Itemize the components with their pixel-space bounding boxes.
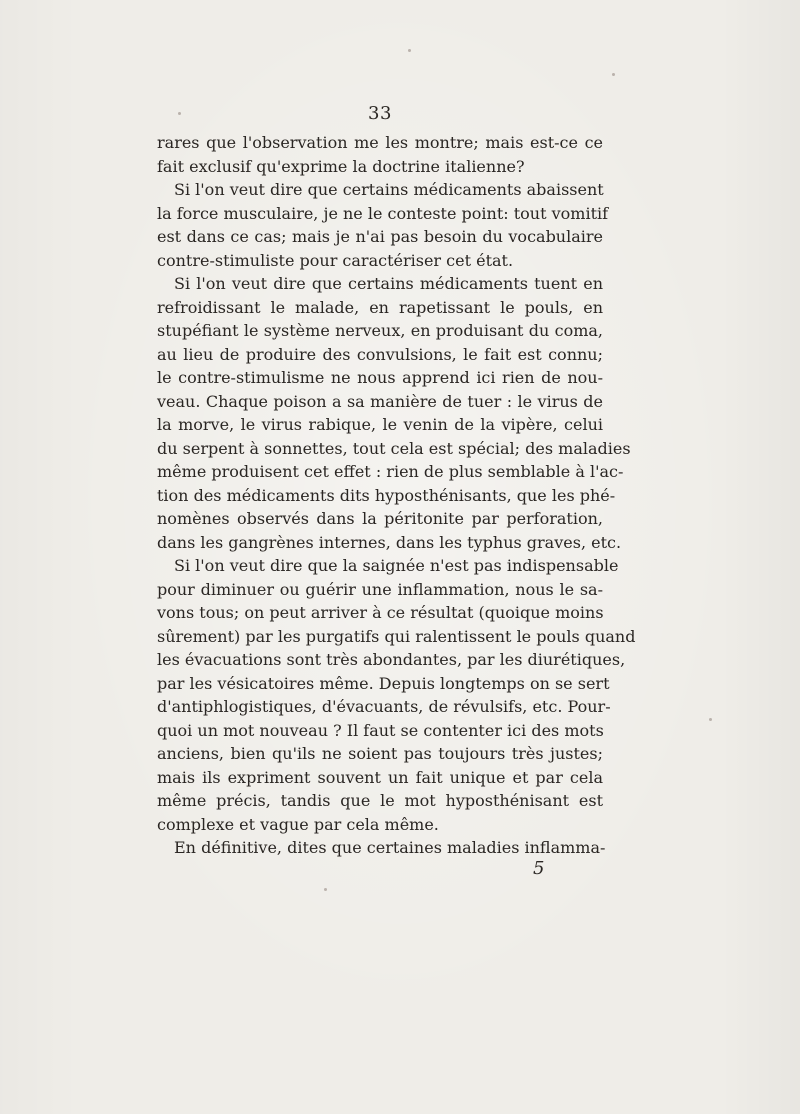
text-line: refroidissant le malade, en rapetissant le pouls, en: [157, 297, 603, 317]
paper-speck: [178, 112, 181, 115]
text-line: vons tous; on peut arriver à ce résultat (quoique moins: [157, 603, 604, 622]
text-line: veau. Chaque poison a sa manière de tuer : le virus de: [157, 391, 603, 411]
text-line: mais ils expriment souvent un fait unique et par cela: [157, 767, 603, 787]
text-line: complexe et vague par cela même.: [157, 814, 439, 834]
text-line: tion des médicaments dits hyposthénisants, que les phé-: [157, 485, 616, 505]
text-line: rares que l'observation me les montre; mais est-ce ce: [157, 133, 603, 152]
text-line: Si l'on veut dire que certains médicaments tuent en: [174, 274, 603, 293]
body-text: [157, 131, 636, 860]
text-line: Si l'on veut dire que la saignée n'est pas indispensable: [174, 556, 619, 575]
text-line: fait exclusif qu'exprime la doctrine italienne?: [157, 156, 525, 176]
text-line: au lieu de produire des convulsions, le fait est connu;: [157, 344, 603, 364]
text-line: pour diminuer ou guérir une inflammation, nous le sa-: [157, 579, 603, 599]
text-line: le contre-stimulisme ne nous apprend ici rien de nou-: [157, 368, 603, 387]
text-line: est dans ce cas; mais je n'ai pas besoin du vocabulaire: [157, 227, 603, 246]
text-line: les évacuations sont très abondantes, par les diurétiques,: [157, 650, 626, 669]
paper-speck: [408, 49, 411, 52]
text-line: même produisent cet effet : rien de plus semblable à l'ac-: [157, 462, 624, 481]
page-number: 33: [368, 103, 392, 124]
text-line: d'antiphlogistiques, d'évacuants, de révulsifs, etc. Pour-: [157, 697, 611, 716]
text-line: par les vésicatoires même. Depuis longtemps on se sert: [157, 673, 610, 693]
text-line: du serpent à sonnettes, tout cela est spécial; des maladies: [157, 438, 631, 458]
text-line: la force musculaire, je ne le conteste point: tout vomitif: [157, 203, 609, 223]
paper-speck: [324, 888, 327, 891]
text-line: stupéfiant le système nerveux, en produisant du coma,: [157, 321, 603, 340]
paper-speck: [612, 73, 615, 76]
text-line: dans les gangrènes internes, dans les typhus graves, etc.: [157, 532, 622, 552]
paper-speck: [709, 718, 712, 721]
text-line: En définitive, dites que certaines maladies inflamma-: [174, 838, 606, 857]
text-line: contre-stimuliste pour caractériser cet état.: [157, 250, 514, 270]
text-line: nomènes observés dans la péritonite par perforation,: [157, 509, 603, 528]
text-line: anciens, bien qu'ils ne soient pas toujours très justes;: [157, 744, 603, 763]
text-line: la morve, le virus rabique, le venin de la vipère, celui: [157, 415, 603, 434]
text-line: sûrement) par les purgatifs qui ralentissent le pouls quand: [157, 626, 636, 646]
text-line: Si l'on veut dire que certains médicaments abaissent: [174, 180, 604, 199]
text-line: même précis, tandis que le mot hyposthénisant est: [157, 791, 603, 810]
text-line: quoi un mot nouveau ? Il faut se contenter ici des mots: [157, 720, 604, 740]
signature-mark: 5: [533, 858, 545, 879]
